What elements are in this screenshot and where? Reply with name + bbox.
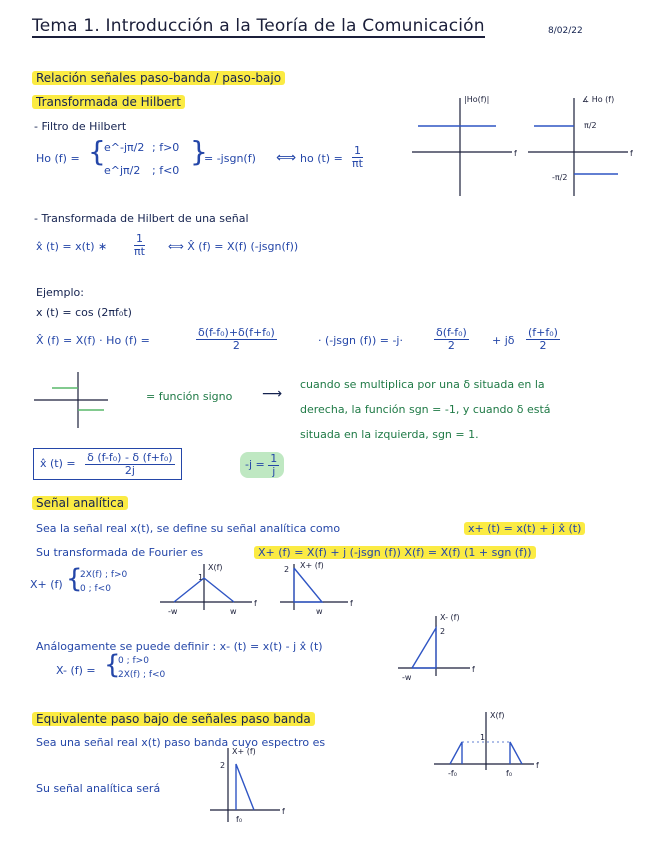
filter-lhs: Ho (f) = — [36, 152, 80, 165]
example-frac1-num: δ(f-f₀)+δ(f+f₀) — [198, 326, 275, 339]
lowpass-analytic-text: Su señal analítica será — [36, 782, 161, 795]
example-frac2-den: 2 — [447, 338, 455, 352]
xplus-peak: 2 — [284, 565, 290, 574]
bp-left: -f₀ — [448, 769, 457, 778]
impulse-num: 1 — [354, 144, 361, 157]
phase-bottom-label: -π/2 — [552, 173, 568, 182]
example-frac3 — [526, 327, 560, 351]
xminus-plot — [398, 612, 488, 684]
xf-axis-label: f — [254, 599, 257, 608]
section-heading-lowpass: Equivalente paso bajo de señales paso banda — [32, 712, 315, 726]
note-badge — [240, 452, 284, 478]
boxed-result — [33, 448, 182, 480]
example-line-b: · (-jsgn (f)) = -j· — [318, 334, 403, 347]
hilbert-magnitude-plot — [412, 92, 522, 202]
bp-peak: 1 — [480, 733, 486, 742]
xf-label: X(f) — [208, 563, 223, 572]
example-frac2-num: δ(f-f₀) — [436, 326, 467, 339]
boxed-den: 2j — [124, 463, 135, 477]
boxed-num: δ (f-f₀) - δ (f+f₀) — [87, 451, 173, 464]
bp-left-triangle — [450, 742, 462, 764]
filter-left-brace: { — [88, 135, 106, 168]
xminus-triangle — [412, 628, 436, 668]
note-num: 1 — [270, 452, 278, 465]
transform-den: πt — [134, 244, 145, 258]
mag-label: |Ho(f)| — [464, 95, 490, 104]
xplus-right: w — [316, 607, 323, 616]
xplus-bp-peak: 2 — [220, 761, 226, 770]
date: 8/02/22 — [548, 26, 583, 36]
xplus-plot — [270, 560, 360, 616]
phase-top-label: π/2 — [584, 121, 597, 130]
xf-triangle-plot — [160, 560, 260, 616]
transform-fraction — [134, 233, 145, 257]
note-den: j — [272, 464, 276, 478]
bp-right-triangle — [510, 742, 522, 764]
xf-peak: 1 — [198, 573, 204, 582]
explanation-line-3: situada en la izquierda, sgn = 1. — [300, 428, 479, 441]
filter-case1-cond: ; f>0 — [152, 141, 180, 154]
xminus-peak: 2 — [440, 627, 446, 636]
bp-right: f₀ — [506, 769, 513, 778]
piecewise-lhs: X+ (f) — [30, 578, 63, 591]
xminus-label: X- (f) — [440, 613, 460, 622]
explanation-line-1: cuando se multiplica por una δ situada en la — [300, 378, 545, 391]
xplus-bandpass-plot — [210, 742, 300, 832]
xplus-triangle — [294, 568, 322, 602]
sign-arrow: ⟶ — [262, 386, 283, 402]
piecewise-brace: { — [66, 564, 83, 594]
example-frac2 — [434, 327, 469, 351]
impulse-lhs: ho (t) = — [300, 152, 343, 165]
phase-label: ∡ Ho (f) — [582, 95, 615, 104]
example-label: Ejemplo: — [36, 286, 84, 299]
bandpass-spectrum-plot — [430, 708, 550, 780]
filter-rhs: = -jsgn(f) — [204, 152, 256, 165]
negative-piecewise-lhs: X- (f) = — [56, 664, 96, 677]
page-title: Tema 1. Introducción a la Teoría de la Comunicación — [32, 16, 485, 38]
transform-label: - Transformada de Hilbert de una señal — [34, 212, 249, 225]
analytic-def-text: Sea la señal real x(t), se define su señal analítica como — [36, 522, 341, 535]
subheading-hilbert: Transformada de Hilbert — [32, 95, 185, 109]
impulse-den: πt — [352, 156, 363, 170]
xplus-label: X+ (f) — [300, 561, 324, 570]
mag-axis-label: f — [514, 149, 517, 158]
example-frac1-den: 2 — [232, 338, 240, 352]
filter-case1-expr: e^-jπ/2 — [104, 141, 145, 154]
piecewise-case2: 0 ; f<0 — [80, 584, 111, 594]
example-signal: x (t) = cos (2πf₀t) — [36, 306, 132, 319]
negative-piecewise-brace: { — [104, 650, 121, 680]
example-line-c: + jδ — [492, 334, 515, 347]
xplus-bp-axis-label: f — [282, 807, 285, 816]
lowpass-text: Sea una señal real x(t) paso banda cuyo espectro es — [36, 736, 326, 749]
negative-case1: 0 ; f>0 — [118, 656, 149, 666]
note-text: -j = — [245, 458, 265, 472]
sign-label: = función signo — [146, 390, 233, 403]
sign-function-plot — [34, 370, 144, 430]
filter-right-brace: } — [190, 135, 208, 168]
xminus-left: -w — [402, 673, 412, 682]
transform-rhs: ⟺ X̂ (f) = X(f) (-jsgn(f)) — [168, 240, 299, 253]
phase-axis-label: f — [630, 149, 633, 158]
negative-analytic-text: Análogamente se puede definir : x- (t) = x(t) - j x̂ (t) — [36, 640, 323, 653]
transform-lhs: x̂ (t) = x(t) ∗ — [36, 240, 108, 253]
xplus-bp-right: f₀ — [236, 815, 243, 824]
example-line-a: X̂ (f) = X(f) · Ho (f) = — [36, 334, 150, 347]
piecewise-case1: 2X(f) ; f>0 — [80, 570, 128, 580]
transform-num: 1 — [136, 232, 143, 245]
filter-case2-cond: ; f<0 — [152, 164, 180, 177]
xplus-bp-triangle — [236, 764, 254, 810]
boxed-lhs: x̂ (t) = — [40, 457, 76, 471]
equivalence-arrow: ⟺ — [276, 150, 297, 166]
fourier-formula: X+ (f) = X(f) + j (-jsgn (f)) X(f) = X(f) (1 + sgn (f)) — [254, 546, 536, 559]
example-frac3-num: (f+f₀) — [528, 326, 558, 339]
bp-axis-label: f — [536, 761, 539, 770]
xplus-axis-label: f — [350, 599, 353, 608]
section-heading-analytic: Señal analítica — [32, 496, 128, 510]
impulse-fraction — [352, 145, 363, 169]
hilbert-phase-plot — [528, 92, 638, 202]
negative-case2: 2X(f) ; f<0 — [118, 670, 166, 680]
xf-left: -w — [168, 607, 178, 616]
filter-case2-expr: e^jπ/2 — [104, 164, 141, 177]
example-frac1 — [196, 327, 277, 351]
bp-label: X(f) — [490, 711, 505, 720]
xminus-axis-label: f — [472, 665, 475, 674]
section-heading-relation: Relación señales paso-banda / paso-bajo — [32, 71, 285, 85]
explanation-line-2: derecha, la función sgn = -1, y cuando δ está — [300, 403, 551, 416]
xplus-bp-label: X+ (f) — [232, 747, 256, 756]
analytic-def-formula: x+ (t) = x(t) + j x̂ (t) — [464, 522, 585, 535]
example-frac3-den: 2 — [539, 338, 547, 352]
filter-label: - Filtro de Hilbert — [34, 120, 127, 133]
fourier-text: Su transformada de Fourier es — [36, 546, 204, 559]
xf-right: w — [230, 607, 237, 616]
